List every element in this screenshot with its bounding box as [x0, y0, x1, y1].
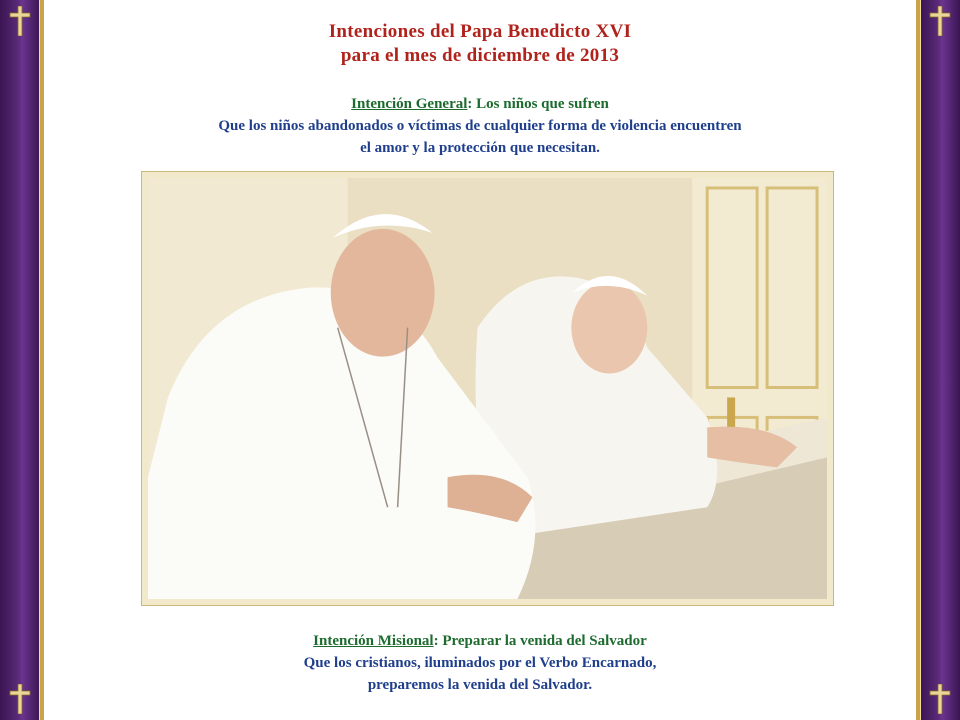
left-border [0, 0, 44, 720]
general-intention-topic: : Los niños que sufren [467, 96, 609, 112]
title-line-2: para el mes de diciembre de 2013 [340, 45, 620, 66]
page-title [44, 20, 916, 68]
cross-icon [929, 6, 951, 36]
photo-two-popes-praying [148, 178, 827, 599]
cross-icon [9, 684, 31, 714]
missionary-intention-topic: : Preparar la venida del Salvador [433, 633, 647, 649]
general-intention-heading [44, 93, 916, 115]
cross-icon [9, 6, 31, 36]
missionary-intention-text-1: Que los cristianos, iluminados por el Verbo Encarnado, [303, 655, 657, 671]
photo-frame [141, 171, 834, 606]
general-intention-text-2: el amor y la protección que necesitan. [360, 140, 600, 156]
missionary-intention-label: Intención Misional [313, 633, 434, 649]
general-intention [44, 93, 916, 159]
general-intention-label: Intención General [351, 96, 468, 112]
missionary-intention-text-2: preparemos la venida del Salvador. [367, 677, 593, 693]
missionary-intention [44, 630, 916, 696]
cross-icon [929, 684, 951, 714]
title-line-1: Intenciones del Papa Benedicto XVI [328, 21, 632, 42]
missionary-intention-heading [44, 630, 916, 652]
general-intention-text-1: Que los niños abandonados o víctimas de cualquier forma de violencia encuentren [218, 118, 742, 134]
right-border [916, 0, 960, 720]
